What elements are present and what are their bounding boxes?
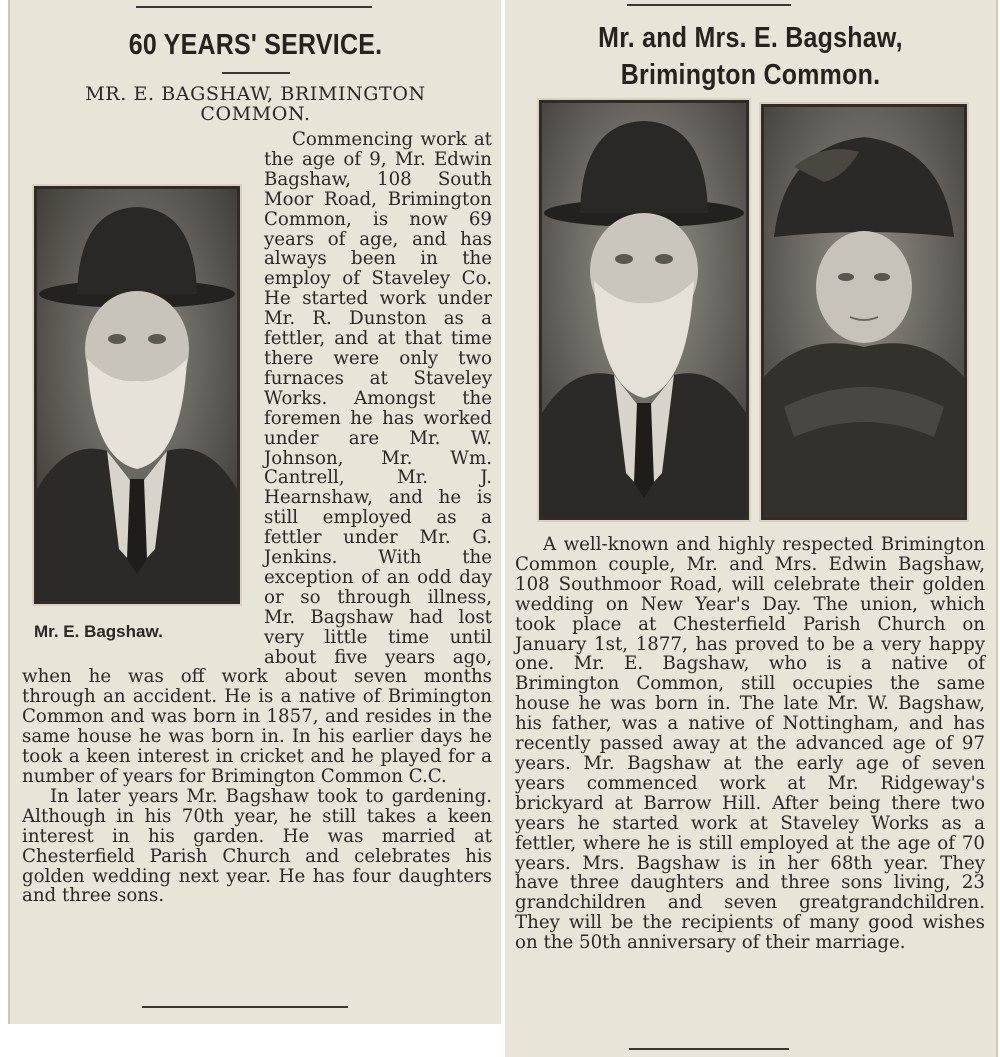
right-newspaper-clipping	[505, 0, 998, 1057]
left-article-body	[22, 130, 492, 906]
bottom-rule	[142, 1006, 348, 1008]
left-paragraph-2: In later years Mr. Bagshaw took to gardening. Although in his 70th year, he still takes a keen interest in his garden. He was married at Chesterfield Parish Church and celebrates his golden wedding next year. He has four daughters and three sons.	[22, 785, 492, 907]
left-photo-block	[34, 186, 254, 656]
bottom-rule	[629, 1048, 789, 1050]
portrait-illustration	[37, 189, 237, 601]
portrait-photo-mrs-bagshaw	[761, 104, 967, 520]
left-paragraph-1: Commencing work at the age of 9, Mr. Edwin Bagshaw, 108 South Moor Road, Brimington Common, is now 69 years of age, and has always been in the employ of Staveley Co. He started work under Mr. R. Dunston as a fettler, and at that time there were only two furnaces at Staveley Works. Amongst the foremen he has worked under are Mr. W. Johnson, Mr. Wm. Cantrell, Mr. J. Hearnshaw, and he is still employed as a fettler under Mr. G. Jenkins. With the exception of an odd day or so through illness, Mr. Bagshaw had lost very little time until about five years ago, when he was off work about seven months through an accident. He is a native of Brimington Common and was born in 1857, and resides in the same house he was born in. In his earlier days he took a keen interest in cricket and he played for a number of years for Brimington Common C.C.	[22, 129, 492, 787]
top-rule	[136, 6, 372, 8]
top-rule	[627, 4, 791, 6]
left-newspaper-clipping	[8, 0, 501, 1024]
right-article-body	[515, 535, 985, 953]
portrait-photo-mr-bagshaw	[539, 100, 749, 520]
left-subheadline: MR. E. BAGSHAW, BRIMINGTON COMMON.	[85, 83, 426, 125]
right-headline-line-2: Brimington Common.	[620, 59, 881, 91]
right-paragraph-1: A well-known and highly respected Brimington Common couple, Mr. and Mrs. Edwin Bagshaw, 108 Southmoor Road, will celebrate their golden wedding on New Year's Day. The union, which took place at Chesterfield Parish Church on January 1st, 1877, has proved to be a very happy one. Mr. E. Bagshaw, who is a native of Brimington Common, still occupies the same house he was born in. The late Mr. W. Bagshaw, his father, was a native of Nottingham, and has recently passed away at the advanced age of 97 years. Mr. Bagshaw at the early age of seven years commenced work at Mr. Ridgeway's brickyard at Barrow Hill. After being there two years he started work at Staveley Works as a fettler, where he is still employed at the age of 70 years. Mrs. Bagshaw is in her 68th year. They have three daughters and three sons living, 23 grandchildren and seven greatgrandchildren. They will be the recipients of many good wishes on the 50th anniversary of their marriage.	[515, 534, 985, 954]
portrait-illustration	[542, 103, 746, 517]
right-headline-line-1: Mr. and Mrs. E. Bagshaw,	[598, 22, 903, 54]
left-headline: 60 YEARS' SERVICE.	[128, 29, 383, 61]
portrait-illustration	[764, 107, 964, 517]
headline-divider	[222, 72, 290, 74]
photo-caption: Mr. E. Bagshaw.	[34, 622, 163, 641]
portrait-photo-mr-bagshaw	[34, 186, 240, 604]
